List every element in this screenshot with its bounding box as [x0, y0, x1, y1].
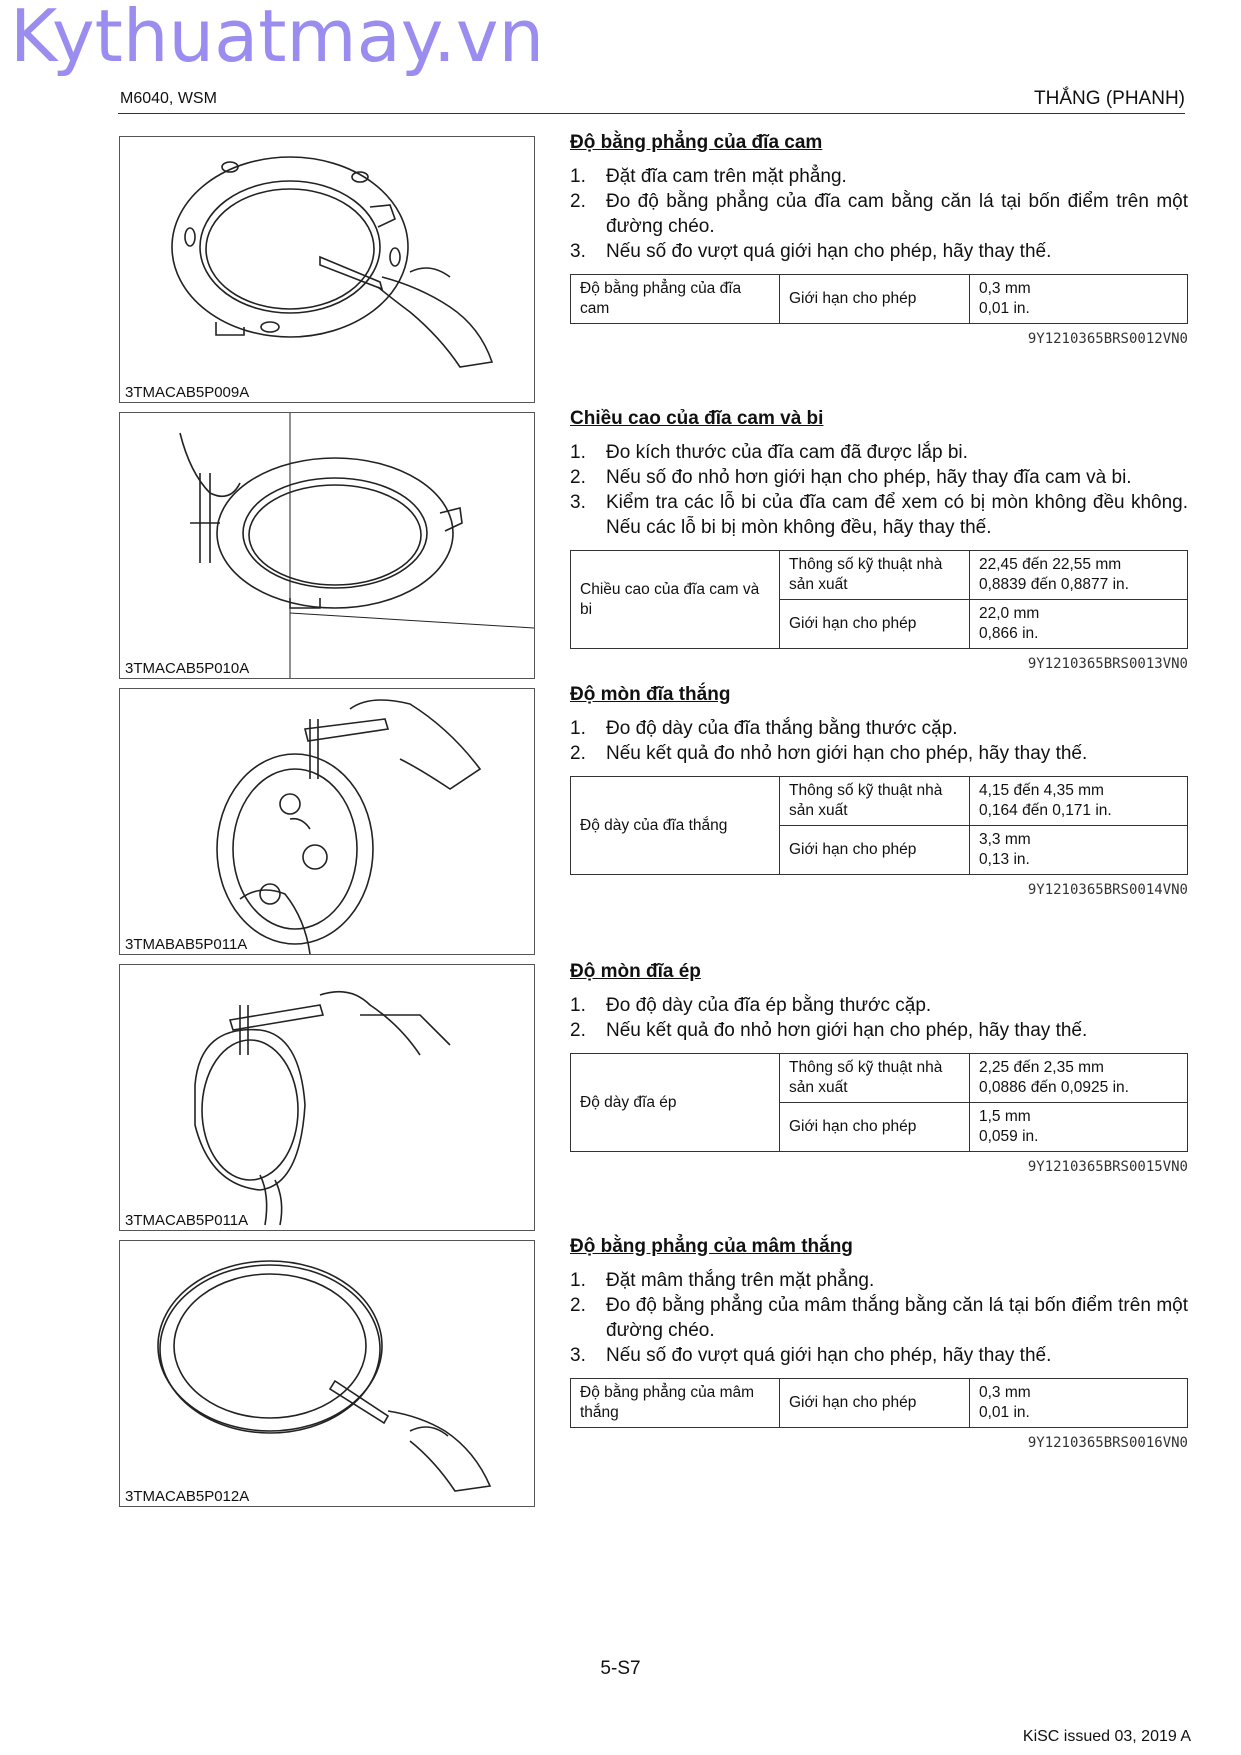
- spec-value: 22,0 mm 0,866 in.: [970, 600, 1188, 649]
- step: 1. Đo kích thước của đĩa cam đã được lắp bi.: [570, 442, 968, 463]
- chapter-title: THẮNG (PHANH): [1034, 88, 1185, 109]
- figure-cam-plate-height: [119, 412, 535, 679]
- section-friction-plate-wear: [570, 684, 1188, 898]
- section-title: Chiều cao của đĩa cam và bi: [570, 408, 824, 429]
- reference-code: 9Y1210365BRS0015VN0: [1027, 1159, 1188, 1175]
- step: 2. Đo độ bằng phẳng của đĩa cam bằng căn lá tại bốn điểm trên một đường chéo.: [570, 191, 1188, 237]
- figure-code: 3TMACAB5P011A: [125, 1212, 249, 1229]
- reference-code: 9Y1210365BRS0016VN0: [1027, 1435, 1188, 1451]
- spec-item: Độ dày đĩa ép: [571, 1054, 780, 1152]
- spec-value: 4,15 đến 4,35 mm 0,164 đến 0,171 in.: [970, 777, 1188, 826]
- section-cam-plate-flatness: [570, 132, 1188, 347]
- spec-table: [570, 776, 1188, 875]
- figure-brake-plate-flatness: [119, 1240, 535, 1507]
- spec-label: Giới hạn cho phép: [780, 600, 970, 649]
- section-title: Độ mòn đĩa thắng: [570, 684, 731, 705]
- step: 3. Nếu số đo vượt quá giới hạn cho phép, hãy thay thế.: [570, 241, 1052, 262]
- step-list: [570, 993, 1188, 1043]
- friction-plate-illustration: [120, 689, 534, 954]
- section-title: Độ bằng phẳng của đĩa cam: [570, 132, 823, 153]
- reference-code: 9Y1210365BRS0012VN0: [1027, 331, 1188, 347]
- step: 1. Đặt mâm thắng trên mặt phẳng.: [570, 1270, 875, 1291]
- spec-label: Giới hạn cho phép: [780, 1103, 970, 1152]
- section-title: Độ mòn đĩa ép: [570, 961, 701, 982]
- spec-label: Thông số kỹ thuật nhà sản xuất: [780, 551, 970, 600]
- spec-label: Thông số kỹ thuật nhà sản xuất: [780, 1054, 970, 1103]
- brake-plate-illustration: [120, 1241, 534, 1506]
- issue-note: KiSC issued 03, 2019 A: [1022, 1728, 1191, 1745]
- spec-label: Giới hạn cho phép: [780, 1379, 970, 1428]
- step: 3. Kiểm tra các lỗ bi của đĩa cam để xem có bị mòn không đều không. Nếu các lỗ bi bị mòn không đều, hãy thay thế.: [570, 492, 1188, 538]
- spec-value: 2,25 đến 2,35 mm 0,0886 đến 0,0925 in.: [970, 1054, 1188, 1103]
- figure-cam-plate-flatness: [119, 136, 535, 403]
- spec-value: 3,3 mm 0,13 in.: [970, 826, 1188, 875]
- spec-item: Độ dày của đĩa thắng: [571, 777, 780, 875]
- step: 3. Nếu số đo vượt quá giới hạn cho phép, hãy thay thế.: [570, 1345, 1052, 1366]
- figure-code: 3TMACAB5P012A: [125, 1488, 250, 1505]
- spec-value: 0,3 mm 0,01 in.: [970, 1379, 1188, 1428]
- reference-code: 9Y1210365BRS0013VN0: [1027, 656, 1188, 672]
- cam-plate-illustration: [120, 137, 534, 402]
- step: 1. Đo độ dày của đĩa thắng bằng thước cặp.: [570, 718, 958, 739]
- reference-code: 9Y1210365BRS0014VN0: [1027, 882, 1188, 898]
- figure-code: 3TMACAB5P010A: [125, 660, 250, 677]
- step: 2. Nếu kết quả đo nhỏ hơn giới hạn cho phép, hãy thay thế.: [570, 1020, 1088, 1041]
- step: 1. Đo độ dày của đĩa ép bằng thước cặp.: [570, 995, 932, 1016]
- spec-value: 22,45 đến 22,55 mm 0,8839 đến 0,8877 in.: [970, 551, 1188, 600]
- figure-friction-plate: [119, 688, 535, 955]
- step-list: [570, 164, 1188, 264]
- spec-item: Độ bằng phẳng của mâm thắng: [571, 1379, 780, 1428]
- step-list: [570, 1268, 1188, 1368]
- section-brake-plate-flatness: [570, 1236, 1188, 1451]
- spec-value: 1,5 mm 0,059 in.: [970, 1103, 1188, 1152]
- section-cam-plate-height: [570, 408, 1188, 672]
- spec-label: Thông số kỹ thuật nhà sản xuất: [780, 777, 970, 826]
- figure-pressure-plate: [119, 964, 535, 1231]
- step: 2. Đo độ bằng phẳng của mâm thắng bằng căn lá tại bốn điểm trên một đường chéo.: [570, 1295, 1188, 1341]
- section-title: Độ bằng phẳng của mâm thắng: [570, 1236, 853, 1257]
- spec-table: [570, 274, 1188, 324]
- header-rule: [118, 113, 1185, 114]
- pressure-plate-illustration: [120, 965, 534, 1230]
- step: 1. Đặt đĩa cam trên mặt phẳng.: [570, 166, 847, 187]
- spec-item: Chiều cao của đĩa cam và bi: [571, 551, 780, 649]
- step-list: [570, 440, 1188, 540]
- step: 2. Nếu số đo nhỏ hơn giới hạn cho phép, hãy thay đĩa cam và bi.: [570, 467, 1132, 488]
- spec-table: [570, 550, 1188, 649]
- figure-code: 3TMABAB5P011A: [125, 936, 248, 953]
- spec-label: Giới hạn cho phép: [780, 826, 970, 875]
- spec-table: [570, 1053, 1188, 1152]
- cam-plate-caliper-illustration: [120, 413, 534, 678]
- step: 2. Nếu kết quả đo nhỏ hơn giới hạn cho phép, hãy thay thế.: [570, 743, 1088, 764]
- manual-code: M6040, WSM: [120, 90, 217, 107]
- spec-item: Độ bằng phẳng của đĩa cam: [571, 275, 780, 324]
- figure-code: 3TMACAB5P009A: [125, 384, 250, 401]
- spec-value: 0,3 mm 0,01 in.: [970, 275, 1188, 324]
- section-pressure-plate-wear: [570, 961, 1188, 1175]
- page-number: 5-S7: [600, 1658, 641, 1679]
- step-list: [570, 716, 1188, 766]
- spec-label: Giới hạn cho phép: [780, 275, 970, 324]
- spec-table: [570, 1378, 1188, 1428]
- site-watermark: Kythuatmay.vn: [10, 0, 545, 78]
